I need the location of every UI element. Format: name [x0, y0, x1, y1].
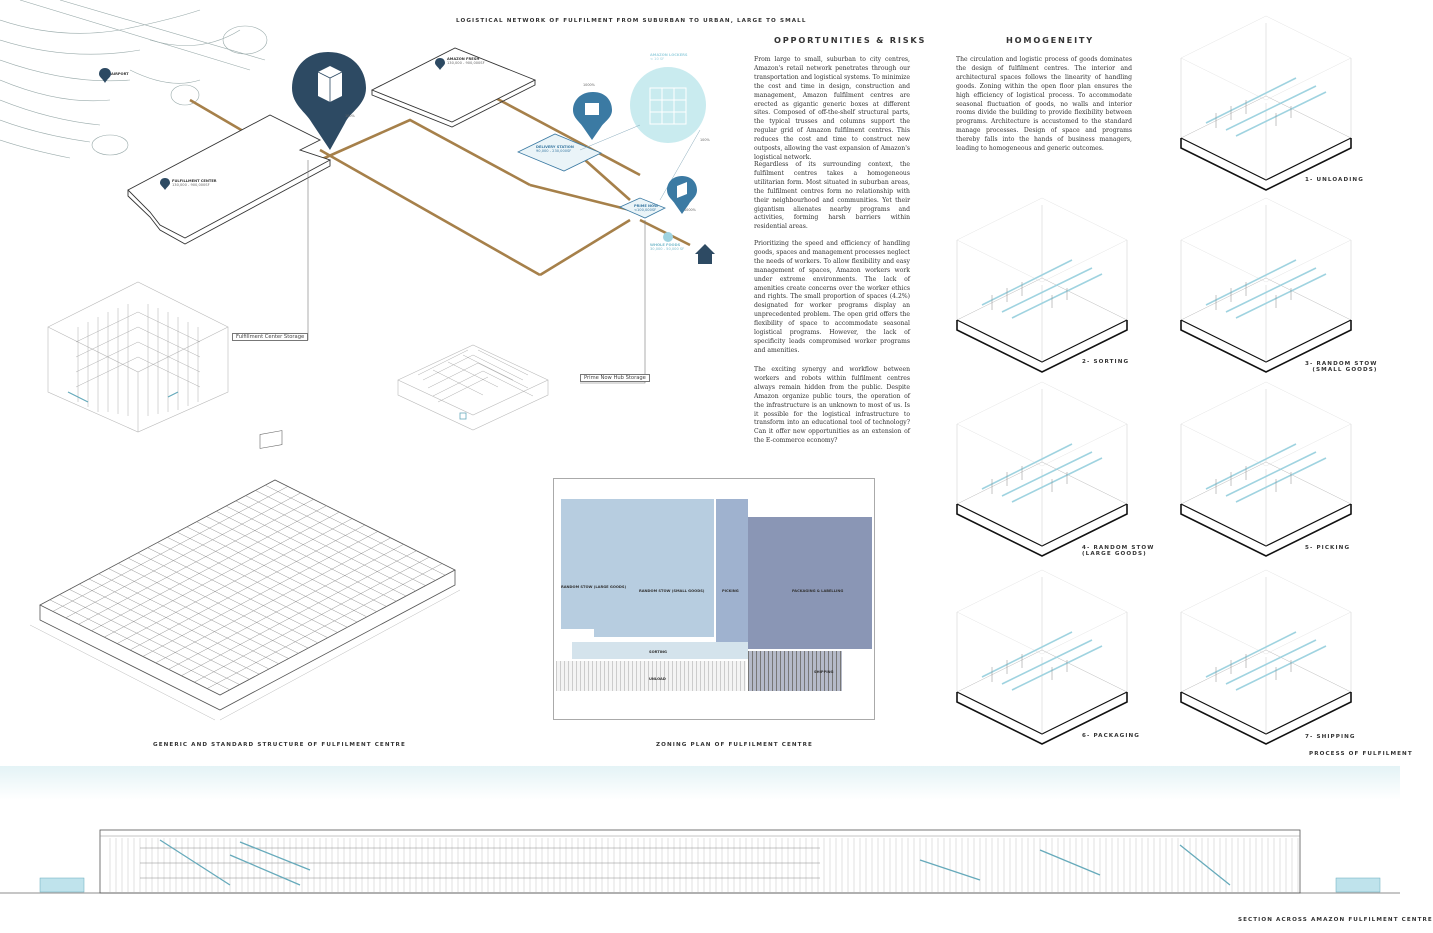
fc-percent: 100% [345, 114, 355, 118]
zone-label-large: RANDOM STOW (LARGE GOODS) [561, 585, 627, 589]
zone-label-picking: PICKING [722, 589, 739, 593]
zoning-plan [553, 478, 875, 720]
fulfillment-center-building [128, 115, 330, 244]
network-map [0, 0, 720, 270]
wholefoods-tag: WHOLE FOODS 30,000 - 50,000 SF [650, 243, 685, 251]
opportunities-p1: From large to small, suburban to city centres, Amazon's retail network penetrates through our transportation and logistical systems. To minimize the cost and time in design, construction and management, Amazon fulfilment centres are erected as gigantic generic boxes at different sites. Composed of off-the-shelf structural parts, the typical trusses and columns support the regular grid of Amazon fulfilment centres. This reduces the cost and time to construct new outposts, allowing the vast expansion of Amazon's logistical network. [754, 56, 910, 161]
structure-iso-drawing [30, 470, 470, 730]
process-step-6-drawing [952, 572, 1132, 742]
fc-storage-label: Fulfillment Center Storage [232, 333, 308, 341]
opportunities-p4: The exciting synergy and workflow between workers and robots within fulfilment centres always remain hidden from the public. Despite Amazon organize public tours, the operation of the infrastructure is an unknown to most of us. Is it possible for the logistical infrastructure to transform into an educational tool of technology? Can it offer new opportunities as an extension of the E-commerce economy? [754, 366, 910, 445]
step-5-label: 5- PICKING [1305, 545, 1351, 551]
step-1-label: 1- UNLOADING [1305, 177, 1364, 183]
prime-storage-label: Prime Now Hub Storage [580, 374, 650, 382]
network-title: LOGISTICAL NETWORK OF FULFILMENT FROM SUBURBAN TO URBAN, LARGE TO SMALL [456, 18, 807, 24]
delivery-tag: DELIVERY STATION 90,000 - 230,000SF [536, 145, 574, 153]
truck-right-icon [1336, 878, 1380, 892]
zone-label-packaging: PACKAGING & LABELLING [792, 589, 844, 593]
zone-packaging [748, 517, 872, 649]
zone-label-shipping: SHIPPING [814, 670, 834, 674]
fresh-tag: AMAZON FRESH 130,000 - 900,000SF [447, 57, 485, 65]
zone-label-sorting: SORTING [649, 650, 667, 654]
zone-label-small: RANDOM STOW (SMALL GOODS) [639, 589, 705, 593]
home-icon [695, 244, 715, 264]
opportunities-p3: Prioritizing the speed and efficiency of handling goods, spaces and management processes neglect the needs of workers. To allow flexibility and easy management of spaces, Amazon workers work under extreme environments. The lack of amenities create concerns over the worker ethics and rights. The small proportion of spaces (4.2%) designated for worker programs display an unprecedented problem. The open grid offers the flexibility of space to accommodate seasonal logistical programs. However, the lack of specificity leads compromised worker programs and amenities. [754, 240, 910, 354]
prime-tag: PRIME NOW <100,000SF [634, 204, 659, 212]
step-7-label: 7- SHIPPING [1305, 734, 1356, 740]
delivery-station-pin-icon [573, 92, 612, 140]
opportunities-heading: OPPORTUNITIES & RISKS [774, 35, 927, 45]
zone-picking [716, 499, 748, 644]
section-drawing [0, 800, 1400, 920]
fc-tag: FULFILLMENT CENTER 130,000 - 900,000SF [172, 179, 217, 187]
step-4-label: 4- RANDOM STOW (LARGE GOODS) [1082, 545, 1155, 557]
homogeneity-p1: The circulation and logistic process of goods dominates the design of fulfilment centres. The interior and architectural spaces follows the linearity of handling goods. Zoning within the open floor plan ensures the high efficiency of logistical process. To accommodate seasonal fluctuation of goods, no walls and interior rooms divide the building to provide flexibility between programs. Architecture is accustomed to the standard manage processes. Design of space and programs thereby falls into the hands of business managers, leading to homogeneous and generic outcomes. [956, 56, 1132, 153]
prime-storage-iso-drawing [398, 320, 548, 430]
airport-label: AIRPORT [111, 72, 129, 76]
zone-unload [556, 661, 746, 691]
whole-foods-marker [663, 232, 673, 242]
structure-caption: GENERIC AND STANDARD STRUCTURE OF FULFILMENT CENTRE [153, 742, 406, 748]
process-step-5-drawing [1176, 384, 1356, 554]
opportunities-p2: Regardless of its surrounding context, the fulfilment centres takes a homogeneous utilitarian form. Most situated in suburban areas, the fulfilment centres form no relationship with their neighbourhood and communities. Yet their gigantism alienates nearby programs and activities, forming harsh barriers within residential areas. [754, 161, 910, 231]
step-2-label: 2- SORTING [1082, 359, 1130, 365]
amazon-lockers-bubble [630, 67, 706, 143]
step-6-label: 6- PACKAGING [1082, 733, 1140, 739]
homogeneity-heading: HOMOGENEITY [1006, 35, 1095, 45]
airport-linework [0, 0, 267, 158]
process-step-4-drawing [952, 384, 1132, 554]
section-caption: SECTION ACROSS AMAZON FULFILMENT CENTRE [1238, 917, 1433, 923]
process-step-2-drawing [952, 200, 1132, 370]
zone-random-stow-large [561, 499, 594, 629]
locker-percent: 100% [700, 138, 710, 142]
fc-storage-iso-drawing [48, 272, 228, 432]
process-step-1-drawing [1176, 18, 1356, 188]
zoning-caption: ZONING PLAN OF FULFILMENT CENTRE [656, 742, 813, 748]
process-step-3-drawing [1176, 200, 1356, 370]
delivery-percent: 1000% [583, 83, 595, 87]
step-3-label: 3- RANDOM STOW (SMALL GOODS) [1305, 361, 1378, 373]
section-background-band [0, 766, 1400, 800]
lockers-tag: AMAZON LOCKERS < 10 SF [650, 53, 688, 61]
process-caption: PROCESS OF FULFILMENT [1309, 751, 1413, 757]
zone-label-unload: UNLOAD [649, 677, 666, 681]
prime-percent: 1000% [684, 208, 696, 212]
zone-random-stow-small [594, 499, 714, 637]
process-step-7-drawing [1176, 572, 1356, 742]
truck-left-icon [40, 878, 84, 892]
